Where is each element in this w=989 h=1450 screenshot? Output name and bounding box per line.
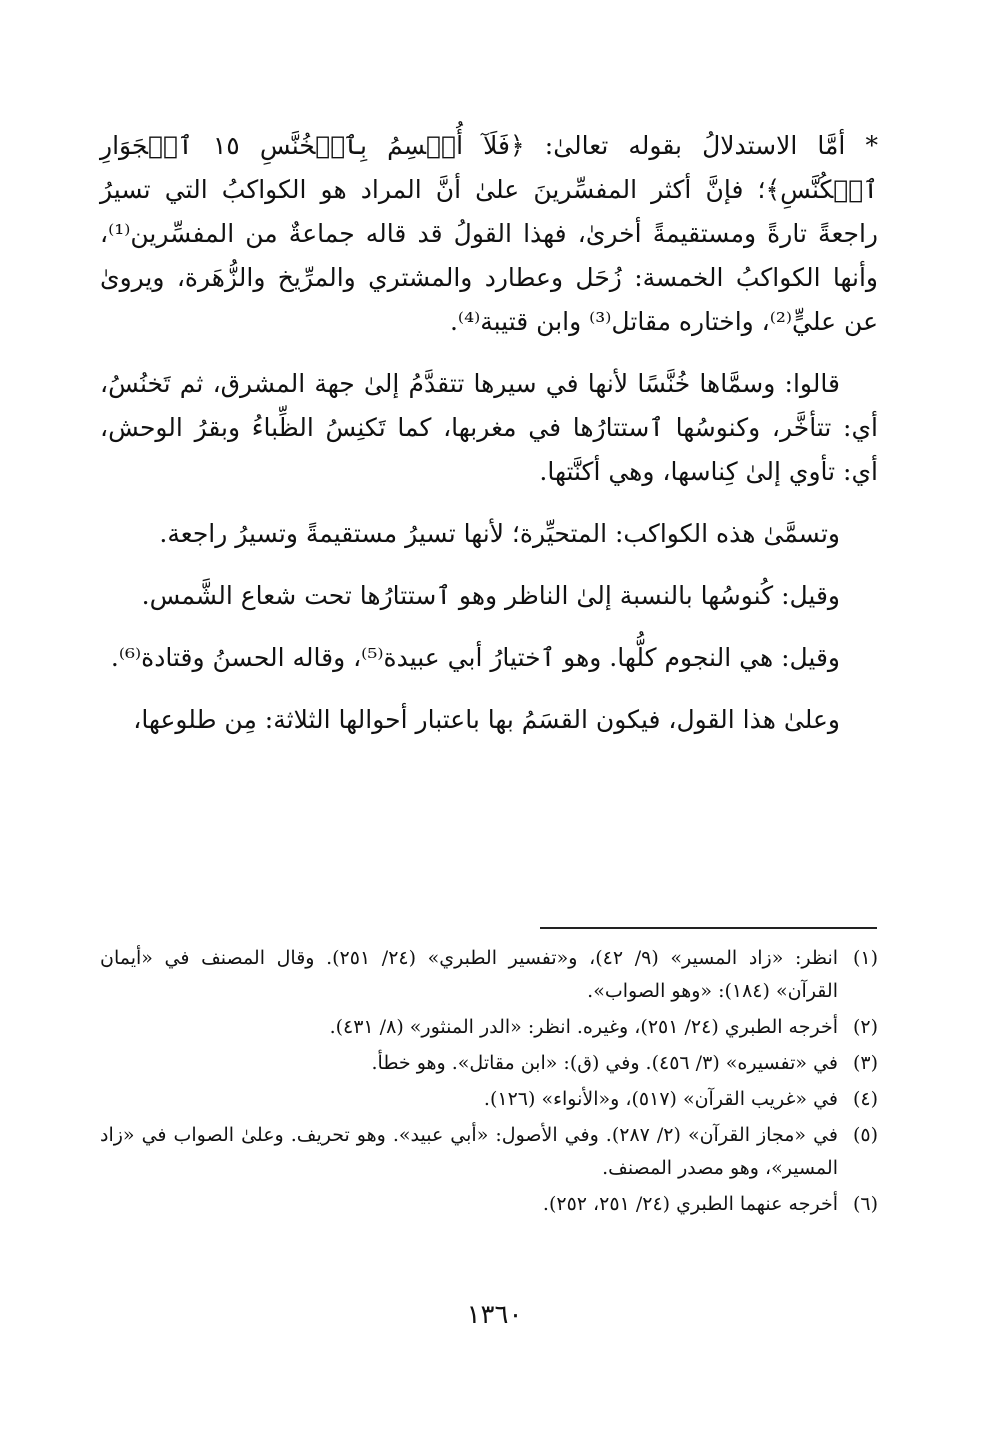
footnote-number: (١) — [852, 947, 878, 969]
paragraph-1: * أمَّا الاستدلالُ بقوله تعالىٰ: ﴿فَلَآ أُقۡسِمُ بِٱلۡخُنَّسِ ١٥ ٱلۡجَوَارِ ٱلۡكُنَّسِ﴾؛ فإنَّ أكثر المفسِّرينَ علىٰ أنَّ المراد هو الكواكبُ التي تسيرُ راجعةً تارةً ومستقيمةً أخرىٰ، فهذا القولُ قد قاله جماعةٌ من المفسِّرين⁽¹⁾، وأنها الكواكبُ الخمسة: زُحَل وعطارد والمشتري والمرِّيخ والزُّهَرة، ويروىٰ عن عليٍّ⁽²⁾، واختاره مقاتل⁽³⁾ وابن قتيبة⁽⁴⁾. — [100, 131, 879, 336]
paragraph-2: قالوا: وسمَّاها خُنَّسًا لأنها في سيرها تتقدَّمُ إلىٰ جهة المشرق، ثم تَخنُسُ، أي: تتأخَّر، وكنوسُها ٱستتارُها في مغربها، كما تَكنِسُ الظِّباءُ وبقرُ الوحش، أي: تأوي إلىٰ كِناسها، وهي أكنَّتها. — [100, 369, 878, 486]
paragraph-3: وتسمَّىٰ هذه الكواكب: المتحيِّرة؛ لأنها تسيرُ مستقيمةً وتسيرُ راجعة. — [159, 519, 840, 548]
paragraph-5: وقيل: هي النجوم كلُّها. وهو ٱختيارُ أبي عبيدة⁽⁵⁾، وقاله الحسنُ وقتادة⁽⁶⁾. — [110, 643, 840, 672]
footnote — [100, 1047, 878, 1080]
footnote-text: أخرجه الطبري (٢٤/ ٢٥١)، وغيره. انظر: «الدر المنثور» (٨/ ٤٣١). — [329, 1016, 838, 1038]
footnote-text: في «غريب القرآن» (٥١٧)، و«الأنواء» (١٢٦). — [483, 1088, 838, 1110]
paragraph-4: وقيل: كُنوسُها بالنسبة إلىٰ الناظر وهو ٱستتارُها تحت شعاع الشَّمس. — [141, 581, 840, 610]
footnote-text: في «مجاز القرآن» (٢/ ٢٨٧). وفي الأصول: «أبي عبيد». وهو تحريف. وعلىٰ الصواب في «زاد المسير»، وهو مصدر المصنف. — [100, 1124, 838, 1179]
footnote-number: (٤) — [852, 1088, 878, 1110]
paragraph-6: وعلىٰ هذا القول، فيكون القسَمُ بها باعتبار أحوالها الثلاثة: مِن طلوعها، — [133, 705, 840, 734]
footnotes — [100, 942, 878, 1224]
main-text — [100, 124, 878, 760]
footnote — [100, 942, 878, 1008]
footnote-text: انظر: «زاد المسير» (٩/ ٤٢)، و«تفسير الطبري» (٢٤/ ٢٥١). وقال المصنف في «أيمان القرآن» (١٨٤): «وهو الصواب». — [100, 947, 839, 1002]
footnote-divider — [540, 927, 877, 929]
footnote-text: أخرجه عنهما الطبري (٢٤/ ٢٥١، ٢٥٢). — [542, 1193, 838, 1215]
footnote — [100, 1119, 878, 1185]
footnote — [100, 1011, 878, 1044]
footnote-number: (٢) — [852, 1016, 878, 1038]
page-number: ١٣٦٠ — [466, 1300, 523, 1330]
footnote — [100, 1188, 878, 1221]
footnote — [100, 1083, 878, 1116]
footnote-number: (٥) — [852, 1124, 878, 1146]
footnote-number: (٦) — [852, 1193, 878, 1215]
footnote-number: (٣) — [852, 1052, 878, 1074]
footnote-text: في «تفسيره» (٣/ ٤٥٦). وفي (ق): «ابن مقاتل». وهو خطأ. — [371, 1052, 838, 1074]
